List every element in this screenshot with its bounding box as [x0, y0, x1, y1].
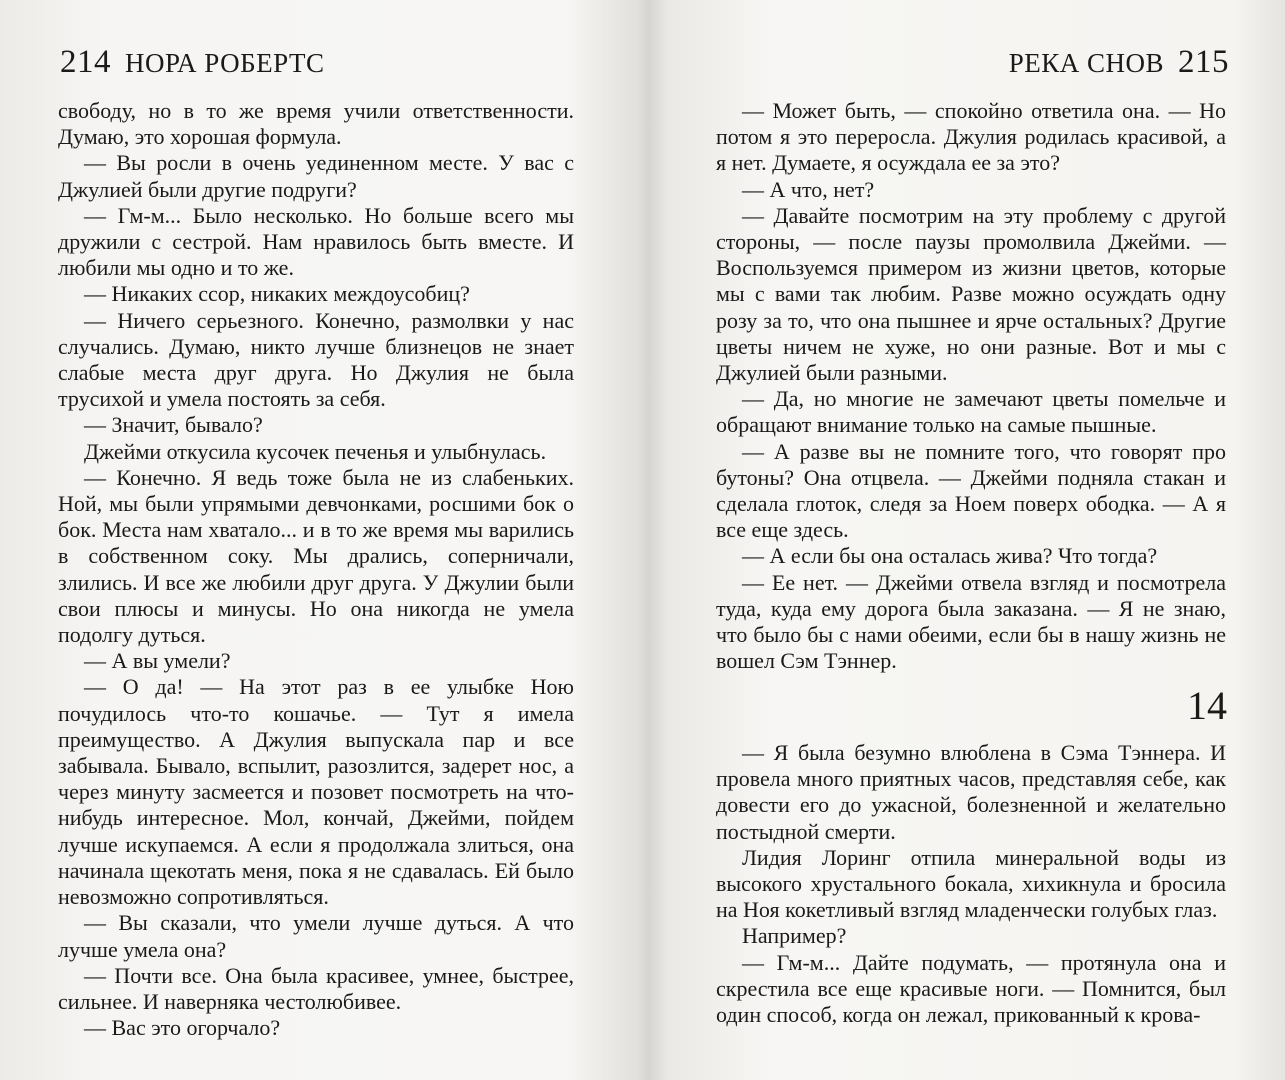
paragraph: Лидия Лоринг отпила минеральной воды из высокого хрустального бокала, хихикнула и бросила на Ноя кокетливый взгляд младенчески голубых глаз.	[716, 844, 1226, 923]
paragraph: — Да, но многие не замечают цветы помельче и обращают внимание только на самые пышные.	[716, 386, 1226, 438]
paragraph: — А если бы она осталась жива? Что тогда?	[742, 543, 1158, 569]
paragraph: — А разве вы не помните того, что говорят про бутоны? Она отцвела. — Джейми подняла стакан и сделала глоток, следя за Ноем поверх ободка. — А я все еще здесь.	[716, 438, 1226, 543]
paragraph: — Гм-м... Дайте подумать, — протянула она и скрестила все еще красивые ноги. — Помнится, был один способ, когда он лежал, прикованный к крова-	[716, 949, 1226, 1028]
paragraph: — О да! — На этот раз в ее улыбке Ною почудилось что-то кошачье. — Тут я имела преимущество. А Джулия выпускала пар и все забывала. Бывало, вспылит, разозлится, задерет нос, а через минуту засмеется и позовет посмотреть на что-нибудь интересное. Мол, кончай, Джейми, пойдем лучше искупаемся. А если я продолжала злиться, она начинала щекотать меня, пока я не сдавалась. Ей было невозможно сопротивляться.	[58, 674, 574, 910]
right-running-head	[1009, 44, 1229, 81]
right-page	[642, 0, 1285, 1080]
right-page-text	[716, 98, 1226, 674]
left-running-head	[60, 44, 325, 81]
right-page-number: 215	[1178, 44, 1229, 80]
paragraph: — А вы умели?	[84, 648, 231, 674]
left-page	[0, 0, 642, 1080]
chapter-number: 14	[1187, 683, 1227, 728]
paragraph: — Почти все. Она была красивее, умнее, быстрее, сильнее. И наверняка честолюбивее.	[58, 962, 574, 1014]
paragraph: — Вы росли в очень уединенном месте. У вас с Джулией были другие подруги?	[58, 150, 574, 202]
paragraph: — Ее нет. — Джейми отвела взгляд и посмотрела туда, куда ему дорога была заказана. — Я не знаю, что было бы с нами обеими, если бы в нашу жизнь не вошел Сэм Тэннер.	[716, 569, 1226, 674]
paragraph: — А что, нет?	[742, 176, 875, 202]
left-author-name: НОРА РОБЕРТС	[125, 48, 325, 78]
left-page-number: 214	[60, 44, 111, 80]
left-page-text	[58, 98, 574, 1041]
paragraph: — Значит, бывало?	[84, 412, 263, 438]
paragraph: — Ничего серьезного. Конечно, размолвки у нас случались. Думаю, никто лучше близнецов не знает слабые места друг друга. Но Джулия не была трусихой и умела постоять за себя.	[58, 307, 574, 412]
right-book-title: РЕКА СНОВ	[1008, 48, 1164, 78]
paragraph: — Никаких ссор, никаких междоусобиц?	[84, 281, 470, 307]
paragraph: — Я была безумно влюблена в Сэма Тэннера. И провела много приятных часов, представляя себе, как довести его до ужасной, болезненной и желательно постыдной смерти.	[716, 740, 1226, 844]
paragraph: свободу, но в то же время учили ответственности. Думаю, это хорошая формула.	[58, 98, 574, 150]
chapter-text	[716, 740, 1226, 1028]
paragraph: — Вас это огорчало?	[84, 1015, 281, 1041]
paragraph: — Конечно. Я ведь тоже была не из слабеньких. Ной, мы были упрямыми девчонками, росшими бок о бок. Места нам хватало... и в то же время мы варились в собственном соку. Мы дрались, соперничали, злились. И все же любили друг друга. У Джулии были свои плюсы и минусы. Но она никогда не умела подолгу дуться.	[58, 464, 574, 648]
paragraph: — Давайте посмотрим на эту проблему с другой стороны, — после паузы промолвила Джейми. — Воспользуемся примером из жизни цветов, которые мы с вами так любим. Разве можно осуждать одну розу за то, что она пышнее и ярче остальных? Другие цветы ничем не хуже, но они разные. Вот и мы с Джулией были разными.	[716, 202, 1226, 386]
paragraph: — Вы сказали, что умели лучше дуться. А что лучше умела она?	[58, 910, 574, 962]
paragraph: Джейми откусила кусочек печенья и улыбнулась.	[84, 438, 547, 464]
paragraph: — Может быть, — спокойно ответила она. — Но потом я это переросла. Джулия родилась красивой, а я нет. Думаете, я осуждала ее за это?	[716, 98, 1226, 176]
paragraph: — Гм-м... Было несколько. Но больше всего мы дружили с сестрой. Нам нравилось быть вместе. И любили мы одно и то же.	[58, 202, 574, 281]
paragraph: Например?	[742, 923, 847, 949]
